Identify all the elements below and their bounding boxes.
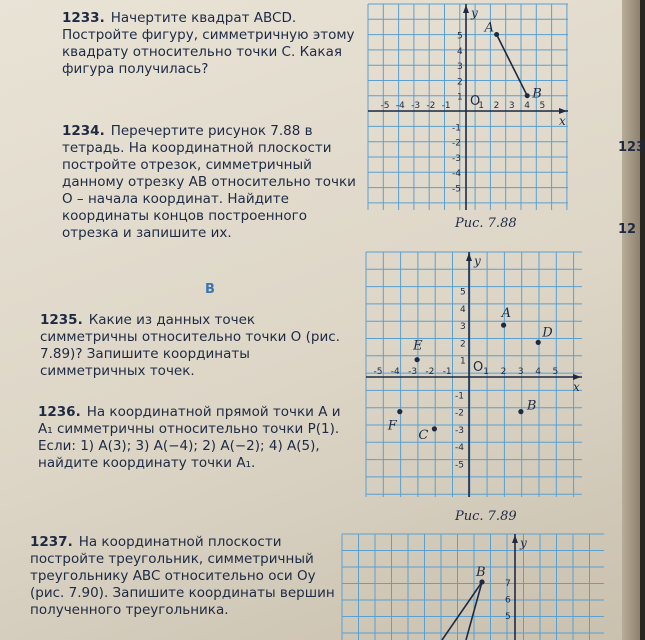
y-tick-label: 5 xyxy=(505,612,511,622)
problem-1233 xyxy=(62,10,357,78)
y-tick-label: 4 xyxy=(457,46,463,57)
problem-text: На координатной прямой точки A и A₁ симметричны относительно точки P(1). Если: 1) A(3); 3) A(−4); 2) A(−2); 4) A(5), найдите координату точки A₁. xyxy=(38,404,341,471)
y-tick-label: 1 xyxy=(457,92,463,103)
y-tick-label: 4 xyxy=(460,304,466,315)
x-tick-label: 4 xyxy=(524,101,530,111)
x-tick-label: -2 xyxy=(425,367,435,377)
point-label: E xyxy=(413,338,423,354)
y-axis-label: y xyxy=(471,6,478,20)
origin-label: O xyxy=(473,360,484,375)
y-axis-arrow xyxy=(463,5,469,13)
x-tick-label: -4 xyxy=(390,367,400,377)
y-tick-label: -2 xyxy=(452,138,461,149)
y-tick-label: -5 xyxy=(452,184,461,195)
x-tick-label: 5 xyxy=(552,367,559,377)
problem-text: Начертите квадрат ABCD. Постройте фигуру, симметричную этому квадрату относительно точки C. Какая фигура получилась? xyxy=(62,10,355,77)
x-tick-label: -5 xyxy=(380,101,390,111)
point-label: B xyxy=(532,86,542,102)
figure-7-88-caption: Рис. 7.88 xyxy=(455,216,517,231)
point-label: F xyxy=(387,418,397,434)
x-tick-label: -1 xyxy=(442,367,452,377)
point-e xyxy=(415,357,420,362)
y-tick-label: 7 xyxy=(505,579,511,589)
y-tick-label: -5 xyxy=(455,460,464,471)
point-label: A xyxy=(501,306,511,322)
figure-7-88 xyxy=(368,4,568,210)
x-tick-label: 3 xyxy=(508,101,515,111)
point-a xyxy=(501,323,506,328)
y-axis-label: y xyxy=(474,254,481,268)
origin-label: O xyxy=(470,94,481,109)
problem-text: Перечертите рисунок 7.88 в тетрадь. На координатной плоскости постройте отрезок, симметричный данному отрезку AB относительно точки O – начала координат. Найдите координаты концов построенного отрезка и запишите их. xyxy=(62,123,356,241)
y-tick-label: 5 xyxy=(457,31,463,42)
figure-7-89-caption: Рис. 7.89 xyxy=(455,509,517,524)
x-tick-label: 2 xyxy=(493,101,500,111)
problem-1235 xyxy=(40,312,345,380)
x-tick-label: -4 xyxy=(395,101,405,111)
y-tick-label: -3 xyxy=(452,153,461,164)
y-tick-label: -4 xyxy=(455,443,464,454)
point-label: B xyxy=(476,565,486,580)
problem-1234 xyxy=(62,123,357,242)
figure-7-89 xyxy=(366,252,582,497)
y-tick-label: 1 xyxy=(460,356,466,367)
x-tick-label: -1 xyxy=(441,101,451,111)
x-tick-label: 1 xyxy=(483,367,490,377)
point-b xyxy=(479,579,484,584)
point-label: D xyxy=(542,325,553,341)
y-tick-label: -4 xyxy=(452,169,461,180)
problem-number: 1236. xyxy=(38,404,81,420)
x-tick-label: 2 xyxy=(500,367,507,377)
y-tick-label: 6 xyxy=(505,595,511,606)
section-label: B xyxy=(205,282,215,297)
point-a xyxy=(494,32,499,37)
point-label: B xyxy=(526,398,537,414)
x-tick-label: 3 xyxy=(517,367,524,377)
point-b xyxy=(525,93,530,98)
point-d xyxy=(536,340,541,345)
y-tick-label: -1 xyxy=(452,123,461,134)
x-tick-label: -2 xyxy=(426,101,436,111)
y-axis-label: y xyxy=(520,536,527,550)
x-tick-label: -3 xyxy=(411,101,421,111)
point-f xyxy=(397,409,402,414)
y-tick-label: 2 xyxy=(457,77,463,88)
margin-number: 12 xyxy=(618,222,637,237)
triangle-side xyxy=(442,582,482,640)
y-tick-label: -1 xyxy=(455,391,464,402)
point-label: C xyxy=(418,427,429,443)
figure-7-90 xyxy=(342,534,604,640)
point-label: A xyxy=(484,20,494,36)
problem-number: 1234. xyxy=(62,123,105,139)
y-tick-label: 2 xyxy=(460,339,466,350)
y-tick-label: -2 xyxy=(455,408,464,419)
y-tick-label: -3 xyxy=(455,425,464,436)
problem-number: 1235. xyxy=(40,312,83,328)
point-b xyxy=(518,409,523,414)
x-tick-label: -5 xyxy=(373,367,383,377)
y-axis-arrow xyxy=(512,535,518,543)
problem-1237 xyxy=(30,534,335,619)
x-axis-label: x xyxy=(559,114,566,128)
problem-number: 1237. xyxy=(30,534,73,550)
y-tick-label: 3 xyxy=(460,322,466,333)
y-tick-label: 5 xyxy=(460,287,466,298)
page-edge xyxy=(622,0,640,640)
x-axis-label: x xyxy=(573,380,580,394)
problem-number: 1233. xyxy=(62,10,105,26)
x-tick-label: -3 xyxy=(408,367,418,377)
problem-text: На координатной плоскости постройте треугольник, симметричный треугольнику ABC относительно оси Oy (рис. 7.90). Запишите координаты вершин полученного треугольника. xyxy=(30,534,335,618)
margin-number: 123 xyxy=(618,140,645,155)
x-tick-label: 5 xyxy=(539,101,546,111)
point-c xyxy=(432,426,437,431)
y-axis-arrow xyxy=(466,253,472,261)
problem-text: Какие из данных точек симметричны относительно точки O (рис. 7.89)? Запишите координаты симметричных точек. xyxy=(40,312,340,379)
problem-1236 xyxy=(38,404,346,472)
x-tick-label: 4 xyxy=(535,367,541,377)
x-tick-label: 1 xyxy=(478,101,485,111)
y-tick-label: 3 xyxy=(457,62,463,73)
